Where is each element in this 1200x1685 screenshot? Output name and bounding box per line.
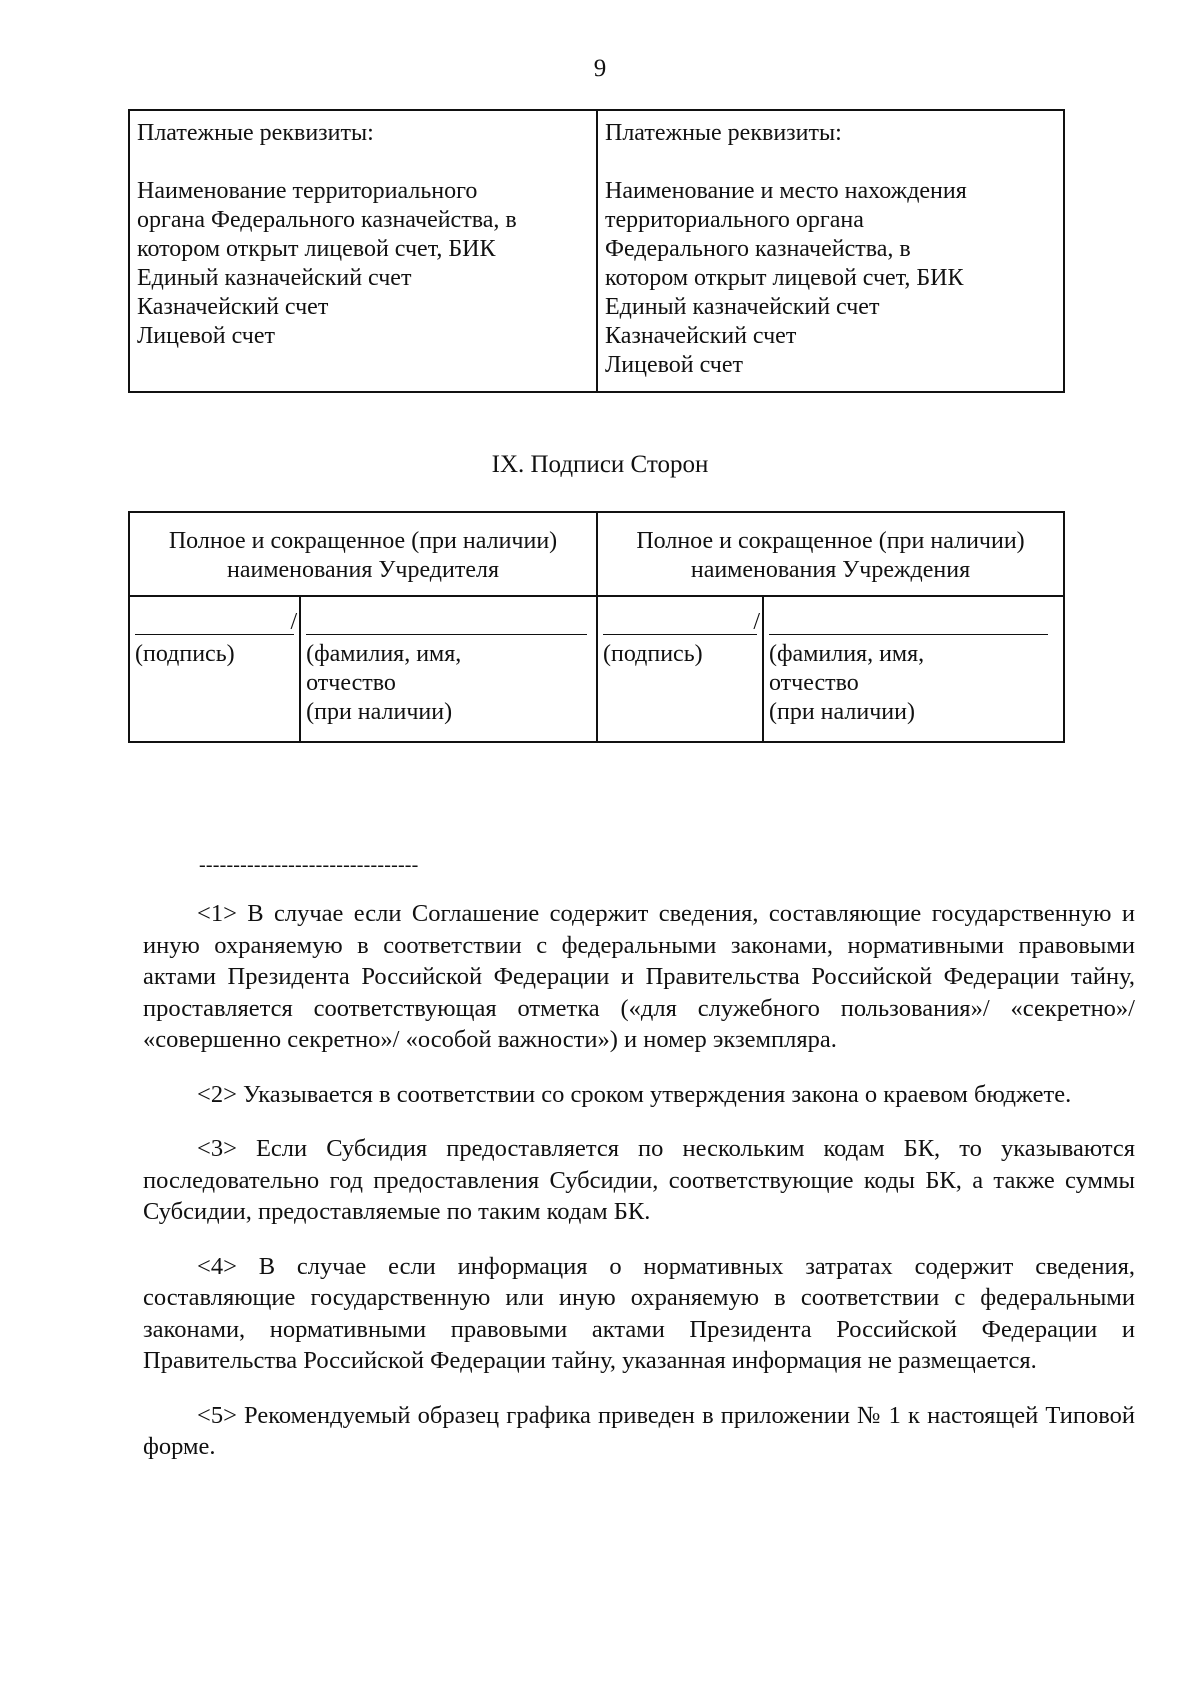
institution-header: Полное и сокращенное (при наличии) наименования Учреждения: [597, 512, 1064, 596]
institution-requisites-cell: [597, 110, 1064, 392]
requisites-line: Лицевой счет: [605, 352, 744, 378]
slash-mark: /: [290, 609, 298, 635]
footnote-1: <1> В случае если Соглашение содержит сведения, составляющие государственную и иную охраняемую в соответствии с федеральными законами, нормативными правовыми актами Президента Российской Федерации и Правительства Российской Федерации тайну, проставляется соответствующая отметка («для служебного пользования»/ «секретно»/ «совершенно секретно»/ «особой важности») и номер экземпляра.: [143, 900, 1135, 1053]
requisites-line: территориального органа: [605, 207, 864, 233]
name-label: (при наличии): [306, 699, 453, 725]
signatures-table: [128, 511, 1065, 743]
name-label: отчество: [306, 670, 396, 696]
institution-signature-cell: [597, 596, 763, 742]
footnote-5: <5> Рекомендуемый образец графика приведен в приложении № 1 к настоящей Типовой форме.: [143, 1401, 1135, 1460]
founder-header: Полное и сокращенное (при наличии) наименования Учредителя: [129, 512, 597, 596]
requisites-line: котором открыт лицевой счет, БИК: [137, 236, 496, 262]
footnote-3: <3> Если Субсидия предоставляется по нескольким кодам БК, то указываются последовательно год предоставления Субсидии, соответствующие коды БК, а также суммы Субсидии, предоставляемые по таким кодам БК.: [143, 1135, 1135, 1225]
name-label: (при наличии): [769, 699, 915, 725]
founder-signature-cell: [129, 596, 300, 742]
name-line: [306, 634, 587, 635]
requisites-line: Казначейский счет: [605, 323, 797, 349]
requisites-heading: Платежные реквизиты:: [137, 120, 374, 146]
requisites-line: органа Федерального казначейства, в: [137, 207, 517, 233]
signature-label: (подпись): [135, 641, 235, 667]
signature-line: [603, 609, 760, 635]
founder-name-cell: [300, 596, 597, 742]
requisites-line: Казначейский счет: [137, 294, 329, 320]
footnotes: [143, 898, 1135, 1486]
signature-label: (подпись): [603, 641, 703, 667]
name-label: (фамилия, имя,: [769, 641, 925, 667]
section-title: IX. Подписи Сторон: [491, 451, 709, 478]
name-line: [769, 634, 1048, 635]
requisites-line: Федерального казначейства, в: [605, 236, 911, 262]
founder-requisites-cell: [129, 110, 597, 392]
requisites-line: Наименование территориального: [137, 178, 478, 204]
requisites-line: котором открыт лицевой счет, БИК: [605, 265, 964, 291]
requisites-line: Единый казначейский счет: [605, 294, 880, 320]
name-label: (фамилия, имя,: [306, 641, 462, 667]
slash-mark: /: [753, 609, 760, 635]
signature-line: [135, 609, 298, 635]
requisites-line: Наименование и место нахождения: [605, 178, 967, 204]
requisites-line: Лицевой счет: [137, 323, 276, 349]
requisites-line: Единый казначейский счет: [137, 265, 412, 291]
footnote-2: <2> Указывается в соответствии со сроком утверждения закона о краевом бюджете.: [197, 1080, 1072, 1108]
footnote-separator: --------------------------------: [199, 854, 419, 876]
footnote-4: <4> В случае если информация о нормативных затратах содержит сведения, составляющие государственную или иную охраняемую в соответствии с федеральными законами, нормативными правовыми актами Президента Российской Федерации и Правительства Российской Федерации тайну, указанная информация не размещается.: [143, 1252, 1135, 1374]
institution-name-cell: [763, 596, 1064, 742]
page-number: 9: [593, 55, 607, 82]
name-label: отчество: [769, 670, 859, 696]
requisites-heading: Платежные реквизиты:: [605, 120, 842, 146]
payment-requisites-table: [128, 109, 1065, 393]
